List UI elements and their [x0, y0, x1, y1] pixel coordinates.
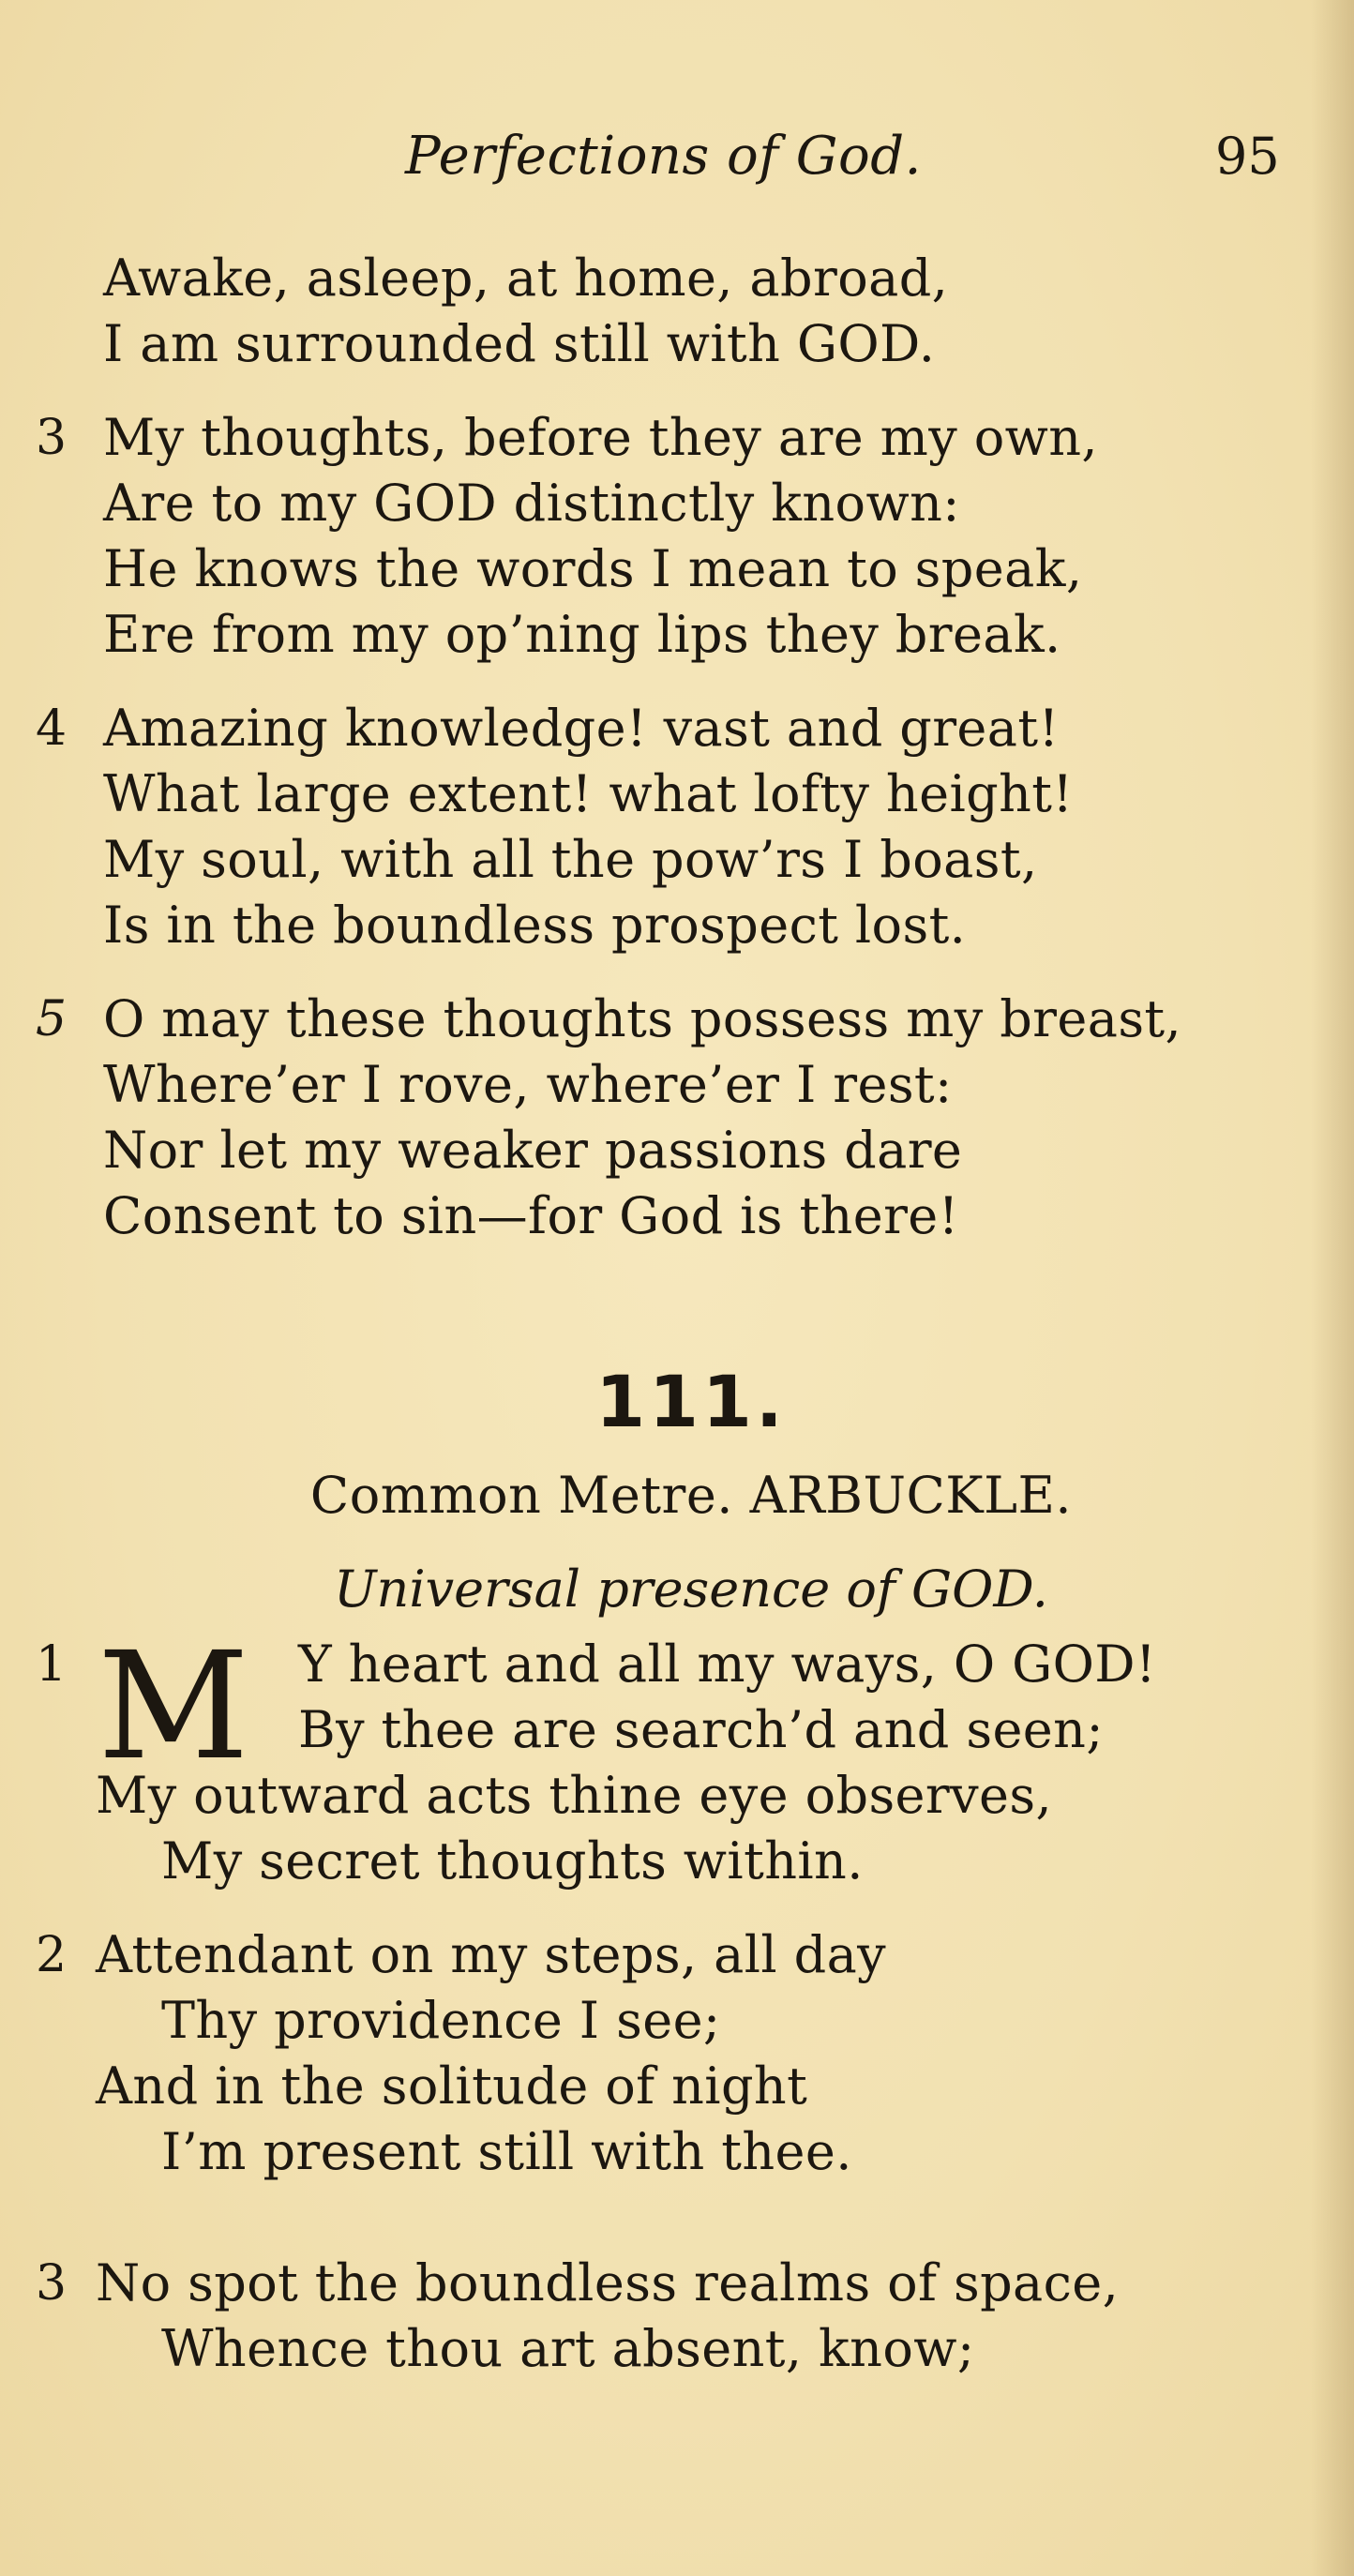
verse-line: My secret thoughts within. [161, 1831, 864, 1891]
verse-line: I am surrounded still with GOD. [103, 314, 936, 373]
verse-line: Ere from my op’ning lips they break. [103, 605, 1061, 664]
verse-line: Awake, asleep, at home, abroad, [103, 249, 949, 308]
running-head: Perfections of God. [405, 126, 922, 187]
verse-line: By thee are search’d and seen; [298, 1700, 1104, 1759]
drop-cap: M [98, 1620, 249, 1793]
verse-line: What large extent! what lofty height! [103, 764, 1074, 823]
verse-line: And in the solitude of night [96, 2056, 808, 2116]
verse-line: My soul, with all the pow’rs I boast, [103, 830, 1038, 889]
verse-line: Is in the boundless prospect lost. [103, 896, 967, 955]
verse-line: My thoughts, before they are my own, [103, 408, 1098, 467]
page-edge-shadow [1311, 0, 1354, 2576]
verse-line: Thy providence I see; [161, 1991, 721, 2050]
verse-line: Consent to sin—for God is there! [103, 1186, 959, 1245]
page-number: 95 [1215, 127, 1280, 186]
verse-line: O may these thoughts possess my breast, [103, 989, 1182, 1048]
stanza-number: 2 [36, 1927, 68, 1983]
stanza-number: 1 [36, 1636, 68, 1693]
hymn-subject: Universal presence of GOD. [334, 1559, 1048, 1619]
stanza-number: 3 [36, 410, 68, 466]
verse-line: Nor let my weaker passions dare [103, 1121, 963, 1180]
hymn-meter: Common Metre. ARBUCKLE. [309, 1466, 1073, 1525]
stanza-number: 5 [36, 991, 68, 1047]
verse-line: Y heart and all my ways, O GOD! [298, 1634, 1157, 1694]
page-header [0, 124, 1354, 189]
verse-line: My outward acts thine eye observes, [96, 1766, 1053, 1825]
verse-line: Attendant on my steps, all day [96, 1925, 887, 1984]
verse-line: I’m present still with thee. [161, 2122, 852, 2181]
hymn-number: 111. [595, 1360, 787, 1443]
verse-line: Amazing knowledge! vast and great! [103, 699, 1060, 758]
verse-line: No spot the boundless realms of space, [96, 2253, 1120, 2312]
verse-line: Are to my GOD distinctly known: [103, 474, 960, 533]
stanza-number: 3 [36, 2255, 68, 2312]
stanza-number: 4 [36, 700, 68, 757]
verse-line: Where’er I rove, where’er I rest: [103, 1055, 953, 1114]
verse-line: Whence thou art absent, know; [161, 2319, 975, 2378]
verse-line: He knows the words I mean to speak, [103, 539, 1083, 598]
